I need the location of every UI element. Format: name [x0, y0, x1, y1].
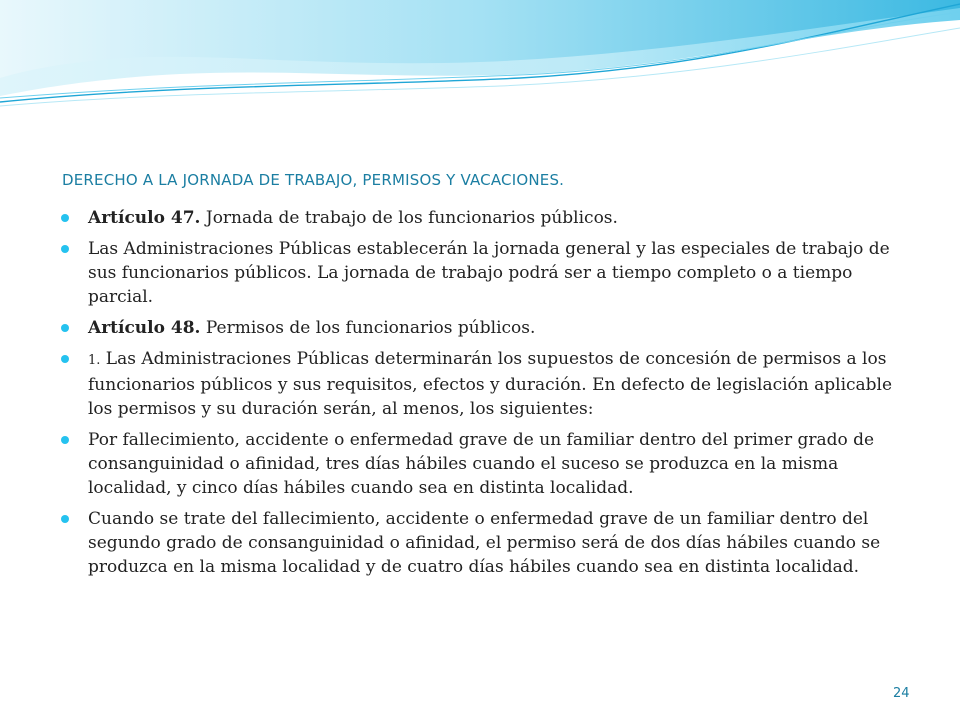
bullet-dot-icon [61, 436, 69, 444]
bullet-item [60, 347, 910, 421]
slide-title: DERECHO A LA JORNADA DE TRABAJO, PERMISOS Y VACACIONES. [62, 171, 565, 189]
bullet-list [60, 206, 910, 586]
item-number: 1. [88, 353, 101, 368]
bullet-text: Las Administraciones Públicas establecerán la jornada general y las especiales de trabajo de sus funcionarios públicos. La jornada de trabajo podrá ser a tiempo completo o a tiempo parcial. [88, 239, 890, 307]
bullet-text: Las Administraciones Públicas determinarán los supuestos de concesión de permisos a los funcionarios públicos y sus requisitos, efectos y duración. En defecto de legislación aplicable los permisos y su duración serán, al menos, los siguientes: [88, 349, 893, 419]
bullet-item [60, 316, 910, 340]
bullet-dot-icon [61, 515, 69, 523]
article-heading: Artículo 47. [88, 208, 201, 228]
bullet-text: Permisos de los funcionarios públicos. [200, 318, 536, 338]
bullet-item [60, 237, 910, 309]
page-number: 24 [893, 686, 910, 701]
bullet-text: Por fallecimiento, accidente o enfermedad grave de un familiar dentro del primer grado de consanguinidad o afinidad, tres días hábiles cuando el suceso se produzca en la misma localidad, y cinco días hábiles cuando sea en distinta localidad. [88, 430, 875, 498]
bullet-dot-icon [61, 214, 69, 222]
bullet-dot-icon [61, 355, 69, 363]
bullet-text: Jornada de trabajo de los funcionarios públicos. [200, 208, 618, 228]
bullet-text: Cuando se trate del fallecimiento, accidente o enfermedad grave de un familiar dentro del segundo grado de consanguinidad o afinidad, el permiso será de dos días hábiles cuando se produzca en la misma localidad y de cuatro días hábiles cuando sea en distinta localidad. [88, 509, 881, 577]
bullet-item [60, 507, 910, 579]
article-heading: Artículo 48. [88, 318, 201, 338]
bullet-item [60, 428, 910, 500]
bullet-dot-icon [61, 245, 69, 253]
header-wave-decoration [0, 0, 960, 110]
bullet-dot-icon [61, 324, 69, 332]
bullet-item [60, 206, 910, 230]
